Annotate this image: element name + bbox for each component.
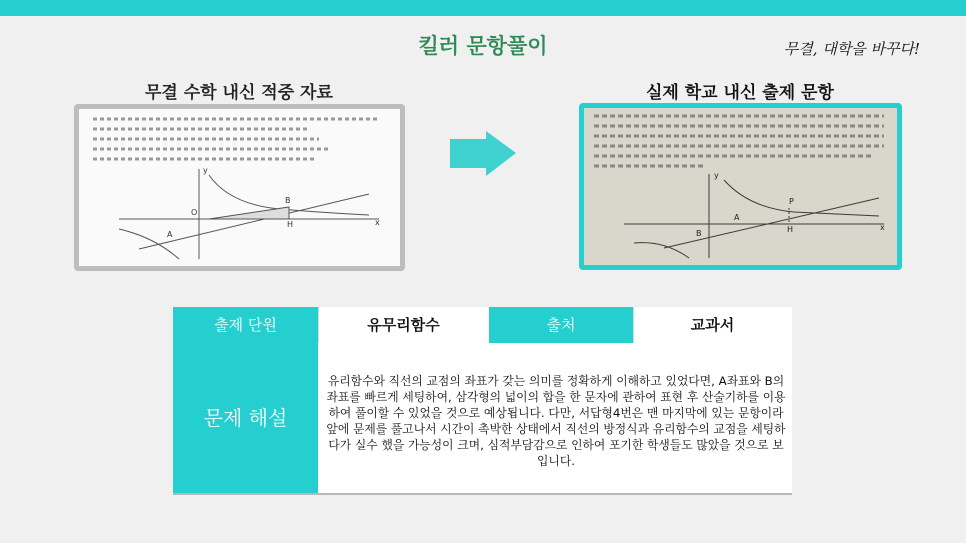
page-title: 킬러 문항풀이 (418, 34, 548, 58)
right-arrow-icon (450, 131, 516, 176)
brand-logo: 무결, 대학을 바꾸다! (783, 40, 920, 58)
svg-text:P: P (789, 197, 794, 206)
top-accent-bar (0, 0, 966, 16)
explain-label: 문제 해설 (173, 343, 318, 493)
svg-text:x: x (880, 223, 885, 232)
explain-text: 유리함수와 직선의 교점의 좌표가 갖는 의미를 정확하게 이해하고 있었다면, A좌표와 B의 좌표를 빠르게 세팅하여, 삼각형의 넓이의 합을 한 문자에 관하여 표현 후 산술기하를 이용하여 풀이할 수 있었을 것으로 예상됩니다. 다만, 서답형4번은 맨 마지막에 있는 문항이라 앞에 문제를 풀고나서 시간이 촉박한 상태에서 직선의 방정식과 유리함수의 교점을 세팅하다가 실수 했을 가능성이 크며, 심적부담감으로 인하여 포기한 학생들도 많았을 것으로 보입니다. (326, 374, 786, 468)
unit-value: 유무리함수 (318, 307, 489, 343)
school-exam-image (579, 103, 902, 270)
graph-figure-right (584, 108, 897, 265)
svg-text:y: y (714, 171, 719, 180)
problem-info-table (173, 307, 792, 495)
svg-text:H: H (787, 225, 794, 234)
source-label: 출처 (489, 307, 633, 343)
divider (318, 307, 319, 343)
svg-text:A: A (167, 230, 173, 239)
right-caption: 실제 학교 내신 출제 문항 (646, 83, 834, 103)
divider (633, 307, 634, 343)
source-value: 교과서 (633, 307, 792, 343)
graph-figure-left (79, 109, 400, 266)
svg-text:O: O (191, 208, 198, 217)
unit-label: 출제 단원 (173, 307, 318, 343)
left-caption: 무결 수학 내신 적중 자료 (145, 83, 333, 103)
svg-text:y: y (203, 166, 208, 175)
svg-text:A: A (734, 213, 740, 222)
mugyeol-material-image (74, 104, 405, 271)
svg-text:B: B (285, 196, 291, 205)
svg-text:H: H (287, 220, 294, 229)
svg-text:B: B (696, 229, 702, 238)
svg-text:x: x (375, 218, 380, 227)
